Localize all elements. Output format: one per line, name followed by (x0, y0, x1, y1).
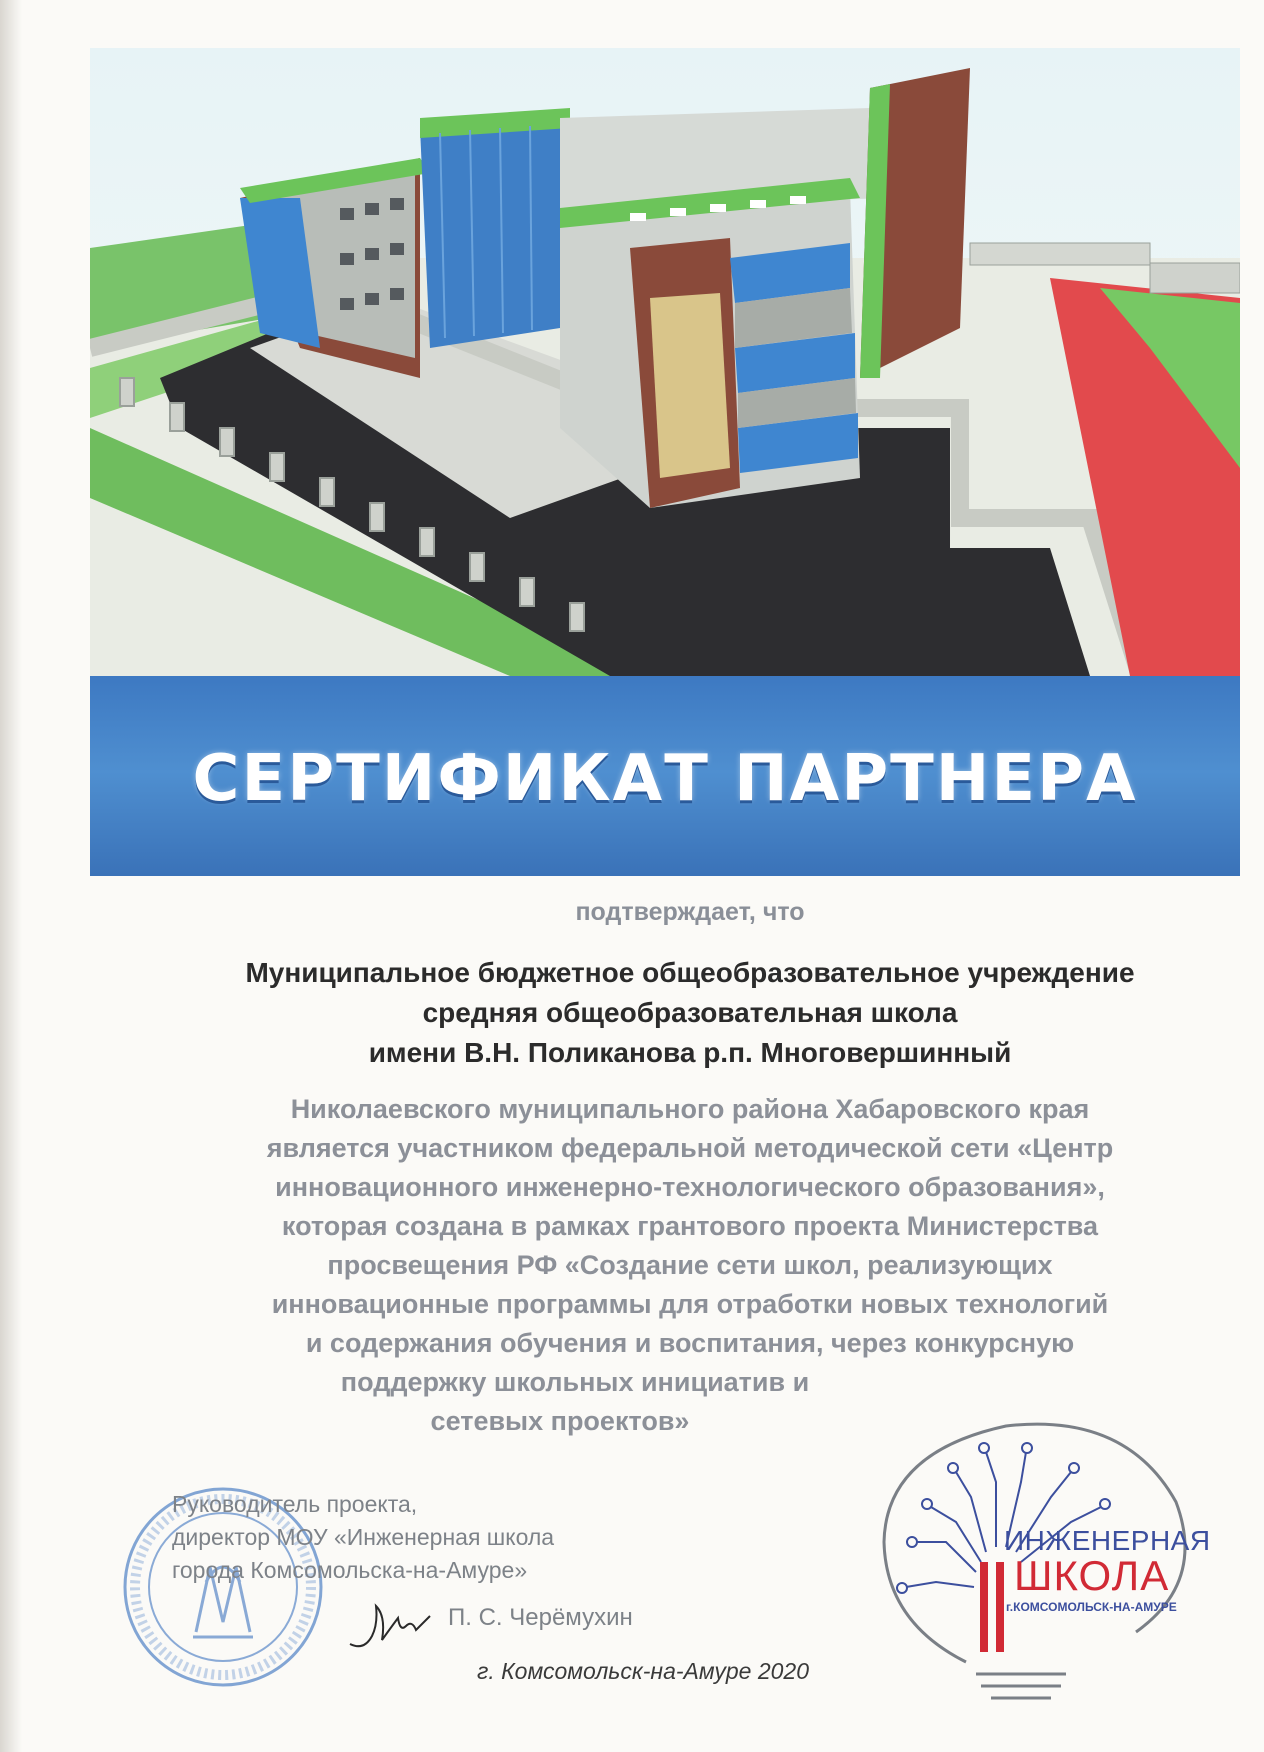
description-line: и содержания обучения и воспитания, через конкурсную (305, 1328, 1075, 1358)
signatory-line: города Комсомольска-на-Амуре» (172, 1557, 528, 1583)
description-line: которая создана в рамках грантового проекта Министерства (281, 1211, 1099, 1241)
description-line: инновационного инженерно-технологического образования», (275, 1172, 1105, 1202)
logo-word-school: ШКОЛА (1014, 1552, 1170, 1599)
description-line: просвещения РФ «Создание сети школ, реализующих (327, 1250, 1053, 1280)
description-line: поддержку школьных инициатив и (340, 1367, 810, 1397)
organization-line: Муниципальное бюджетное общеобразовательное учреждение (245, 957, 1135, 988)
signer-name: П. С. Черёмухин (448, 1604, 633, 1631)
description-line: Николаевского муниципального района Хабаровского края (290, 1094, 1090, 1124)
logo-city: г.КОМСОМОЛЬСК-НА-АМУРЕ (1006, 1600, 1177, 1614)
logo-word-engineering: ИНЖЕНЕРНАЯ (1004, 1525, 1211, 1556)
scan-edge (0, 0, 22, 1752)
place-and-date: г. Комсомольск-на-Амуре 2020 (477, 1658, 810, 1684)
signatory-block (172, 1488, 554, 1587)
organization-line: средняя общеобразовательная школа (422, 997, 958, 1028)
organization-line: имени В.Н. Поликанова р.п. Многовершинный (368, 1037, 1012, 1068)
description-line: инновационные программы для отработки новых технологий (271, 1289, 1109, 1319)
certificate-description (150, 1090, 1230, 1441)
signatory-line: Руководитель проекта, (172, 1491, 418, 1517)
title-banner (90, 676, 1240, 876)
organization-name (150, 953, 1230, 1073)
certificate-title: СЕРТИФИКАТ ПАРТНЕРА (192, 742, 1138, 816)
intro-text: подтверждает, что (575, 898, 805, 926)
description-line: сетевых проектов» (430, 1406, 690, 1436)
handwritten-signature (346, 1596, 436, 1656)
signatory-line: директор МОУ «Инженерная школа (172, 1524, 555, 1550)
description-line: является участником федеральной методической сети «Центр (266, 1133, 1114, 1163)
school-building-illustration (90, 48, 1240, 676)
